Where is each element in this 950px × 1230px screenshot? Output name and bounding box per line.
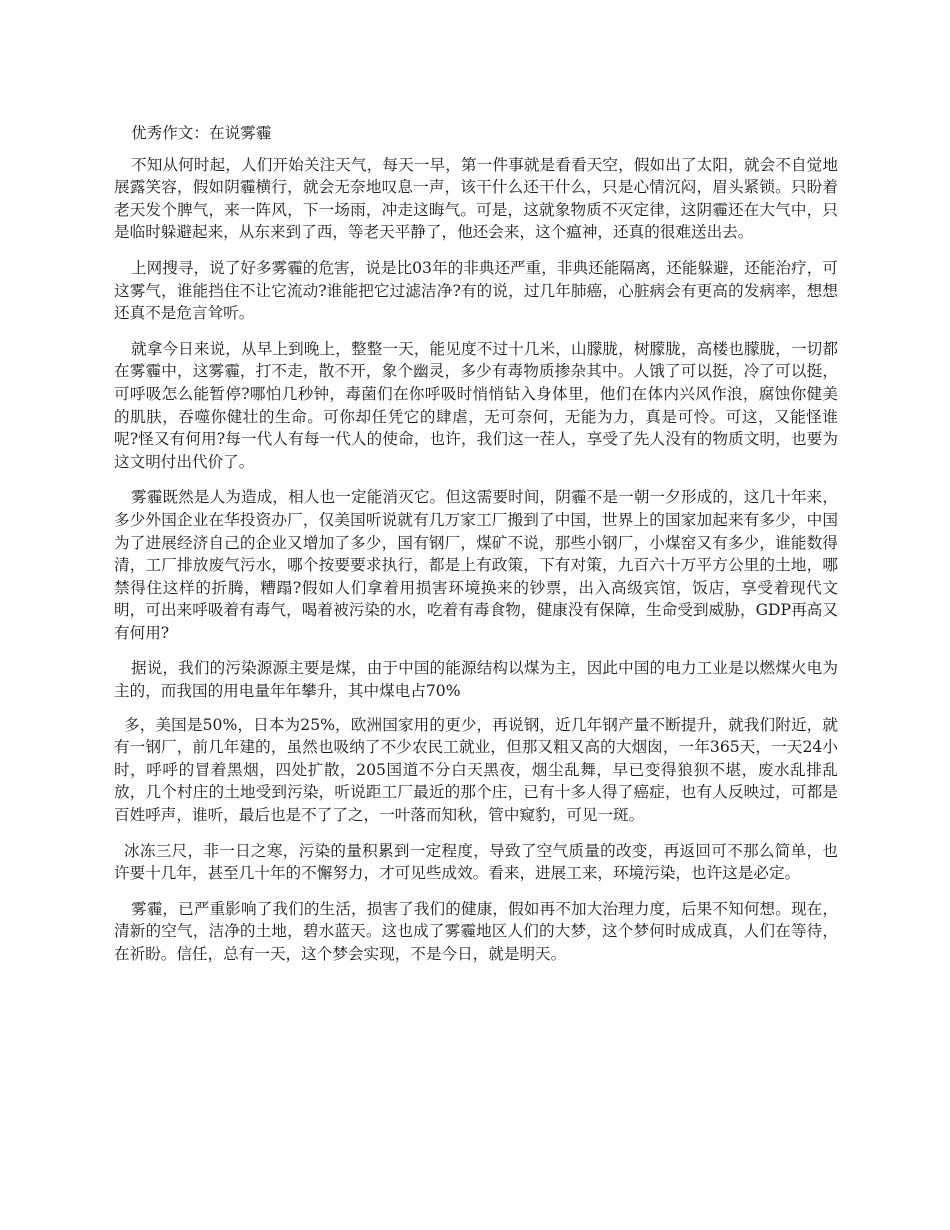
paragraph-3: 就拿今日来说，从早上到晚上，整整一天，能见度不过十几米，山朦胧，树朦胧，高楼也朦胧，一切都在雾霾中，这雾霾，打不走，散不开，象个幽灵，多少有毒物质掺杂其中。人饿了可以挺，冷了可以挺，可呼吸怎么能暂停?哪怕几秒钟，毒菌们在你呼吸时悄悄钻入身体里，他们在体内兴风作浪，腐蚀你健美的肌肤，吞噬你健壮的生命。可你却任凭它的肆虐，无可奈何，无能为力，真是可怜。可这，又能怪谁呢?怪又有何用?每一代人有每一代人的使命，也许，我们这一茬人，享受了先人没有的物质文明，也要为这文明付出代价了。 <box>114 339 838 471</box>
paragraph-6: 多，美国是50%，日本为25%，欧洲国家用的更少，再说钢，近几年钢产量不断提升，就我们附近，就有一钢厂，前几年建的，虽然也吸纳了不少农民工就业，但那又粗又高的大烟囱，一年365天，一天24小时，呼呼的冒着黑烟，四处扩散，205国道不分白天黑夜，烟尘乱舞，早已变得狼狈不堪，废水乱排乱放，几个村庄的土地受到污染，听说距工厂最近的那个庄，已有十多人得了癌症，也有人反映过，可都是百姓呼声，谁听，最后也是不了了之，一叶落而知秋，管中窥豹，可见一斑。 <box>114 715 838 825</box>
paragraph-8: 雾霾，已严重影响了我们的生活，损害了我们的健康，假如再不加大治理力度，后果不知何想。现在，清新的空气，洁净的土地，碧水蓝天。这也成了雾霾地区人们的大梦，这个梦何时成成真，人们在等待，在祈盼。信任，总有一天，这个梦会实现，不是今日，就是明天。 <box>114 899 838 963</box>
document-title: 优秀作文：在说雾霾 <box>131 124 272 142</box>
paragraph-5: 据说，我们的污染源源主要是煤，由于中国的能源结构以煤为主，因此中国的电力工业是以燃煤火电为主的，而我国的用电量年年攀升，其中煤电占70% <box>114 659 838 701</box>
paragraph-7: 冰冻三尺，非一日之寒，污染的量积累到一定程度，导致了空气质量的改变，再返回可不那么简单，也许要十几年，甚至几十年的不懈努力，才可见些成效。看来，进展工来，环境污染，也许这是必定。 <box>114 841 838 883</box>
paragraph-2: 上网搜寻，说了好多雾霾的危害，说是比03年的非典还严重，非典还能隔离，还能躲避，还能治疗，可这雾气，谁能挡住不让它流动?谁能把它过滤洁净?有的说，过几年肺癌，心脏病会有更高的发病率，想想还真不是危言耸听。 <box>114 258 838 323</box>
paragraph-4: 雾霾既然是人为造成，相人也一定能消灭它。但这需要时间，阴霾不是一朝一夕形成的，这几十年来，多少外国企业在华投资办厂，仅美国听说就有几万家工厂搬到了中国，世界上的国家加起来有多少，中国为了进展经济自己的企业又增加了多少，国有钢厂，煤矿不说，那些小钢厂，小煤窑又有多少，谁能数得清，工厂排放废气污水，哪个按要要求执行，都是上有政策，下有对策，九百六十万平方公里的土地，哪禁得住这样的折腾，糟蹋?假如人们拿着用损害环境换来的钞票，出入高级宾馆，饭店，享受着现代文明，可出来呼吸着有毒气，喝着被污染的水，吃着有毒食物，健康没有保障，生命受到威胁，GDP再高又有何用? <box>114 488 838 642</box>
paragraph-1: 不知从何时起，人们开始关注天气，每天一早，第一件事就是看看天空，假如出了太阳，就会不自觉地展露笑容，假如阴霾横行，就会无奈地叹息一声，该干什么还干什么，只是心情沉闷，眉头紧锁。只盼着老天发个脾气，来一阵风，下一场雨，冲走这晦气。可是，这就象物质不灭定律，这阴霾还在大气中，只是临时躲避起来，从东来到了西，等老天平静了，他还会来，这个瘟神，还真的很难送出去。 <box>114 155 838 242</box>
